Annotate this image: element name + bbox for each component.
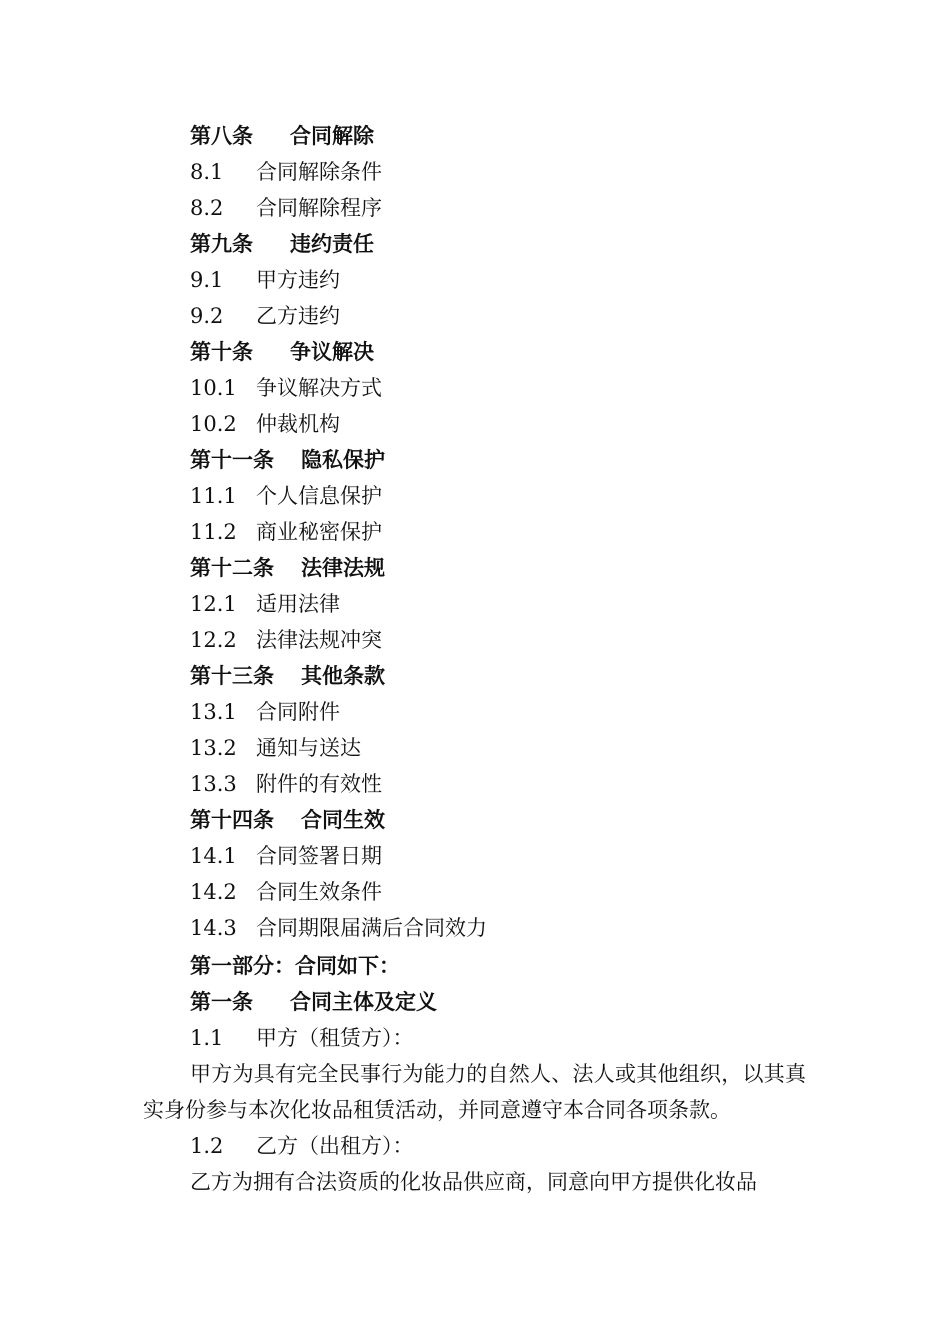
toc-article-heading <box>190 802 385 838</box>
article-title: 合同主体及定义 <box>290 990 437 1014</box>
toc-article-heading <box>190 226 374 262</box>
toc-item <box>190 694 340 730</box>
toc-article-number: 第十四条 <box>190 808 274 832</box>
toc-item-number: 12.2 <box>190 628 237 652</box>
toc-item-number: 13.3 <box>190 772 237 796</box>
toc-item-number: 11.1 <box>190 484 237 508</box>
toc-article-number: 第八条 <box>190 124 253 148</box>
clause-title: 乙方（出租方）： <box>256 1134 414 1158</box>
toc-item <box>190 730 361 766</box>
toc-article-heading <box>190 334 374 370</box>
toc-item <box>190 514 382 550</box>
toc-item-title: 合同解除程序 <box>256 196 382 220</box>
toc-item <box>190 838 382 874</box>
toc-article-title: 法律法规 <box>301 556 385 580</box>
toc-article-number: 第十一条 <box>190 448 274 472</box>
toc-item <box>190 406 340 442</box>
toc-article-number: 第十三条 <box>190 664 274 688</box>
toc-article-heading <box>190 550 385 586</box>
toc-item-number: 14.2 <box>190 880 237 904</box>
toc-item <box>190 874 382 910</box>
toc-item-title: 法律法规冲突 <box>256 628 382 652</box>
clause-paragraph: 甲方为具有完全民事行为能力的自然人、法人或其他组织，以其真实身份参与本次化妆品租赁活动，并同意遵守本合同各项条款。 <box>143 1062 806 1122</box>
toc-article-number: 第九条 <box>190 232 253 256</box>
toc-item-title: 甲方违约 <box>256 268 340 292</box>
part-heading: 第一部分：合同如下： <box>190 954 400 978</box>
toc-item-title: 合同签署日期 <box>256 844 382 868</box>
toc-article-number: 第十二条 <box>190 556 274 580</box>
toc-item-title: 商业秘密保护 <box>256 520 382 544</box>
toc-item-number: 14.1 <box>190 844 237 868</box>
toc-article-title: 违约责任 <box>290 232 374 256</box>
toc-item-title: 通知与送达 <box>256 736 361 760</box>
toc-article-title: 合同解除 <box>290 124 374 148</box>
toc-item-title: 个人信息保护 <box>256 484 382 508</box>
toc-item-number: 9.1 <box>190 268 224 292</box>
toc-item-number: 8.1 <box>190 160 224 184</box>
toc-item-title: 争议解决方式 <box>256 376 382 400</box>
toc-item <box>190 478 382 514</box>
clause-number: 1.1 <box>190 1026 224 1050</box>
toc-item-title: 合同期限届满后合同效力 <box>256 916 487 940</box>
toc-item-number: 11.2 <box>190 520 237 544</box>
clause-heading <box>190 1128 414 1164</box>
toc-article-heading <box>190 658 385 694</box>
toc-item <box>190 154 382 190</box>
clause-paragraph: 乙方为拥有合法资质的化妆品供应商，同意向甲方提供化妆品 <box>190 1170 757 1194</box>
toc-item-number: 13.2 <box>190 736 237 760</box>
toc-item <box>190 622 382 658</box>
toc-item-title: 合同生效条件 <box>256 880 382 904</box>
toc-item <box>190 190 382 226</box>
toc-item-number: 13.1 <box>190 700 237 724</box>
clause-number: 1.2 <box>190 1134 224 1158</box>
toc-article-number: 第十条 <box>190 340 253 364</box>
toc-item-title: 合同附件 <box>256 700 340 724</box>
toc-article-title: 争议解决 <box>290 340 374 364</box>
toc-item <box>190 370 382 406</box>
toc-item <box>190 262 340 298</box>
toc-item-number: 14.3 <box>190 916 237 940</box>
toc-item-title: 适用法律 <box>256 592 340 616</box>
toc-article-heading <box>190 442 385 478</box>
toc-article-title: 其他条款 <box>301 664 385 688</box>
toc-item-number: 10.2 <box>190 412 237 436</box>
article-number: 第一条 <box>190 990 253 1014</box>
toc-item <box>190 766 382 802</box>
toc-item <box>190 586 340 622</box>
toc-item-title: 附件的有效性 <box>256 772 382 796</box>
toc-article-title: 合同生效 <box>301 808 385 832</box>
toc-article-title: 隐私保护 <box>301 448 385 472</box>
toc-item-number: 8.2 <box>190 196 224 220</box>
clause-heading <box>190 1020 414 1056</box>
toc-item-title: 乙方违约 <box>256 304 340 328</box>
toc-article-heading <box>190 118 374 154</box>
clause-title: 甲方（租赁方）： <box>256 1026 414 1050</box>
toc-item <box>190 910 487 946</box>
toc-item <box>190 298 340 334</box>
toc-item-title: 仲裁机构 <box>256 412 340 436</box>
toc-item-number: 10.1 <box>190 376 237 400</box>
toc-item-number: 9.2 <box>190 304 224 328</box>
toc-item-number: 12.1 <box>190 592 237 616</box>
article-heading <box>190 984 437 1020</box>
toc-item-title: 合同解除条件 <box>256 160 382 184</box>
